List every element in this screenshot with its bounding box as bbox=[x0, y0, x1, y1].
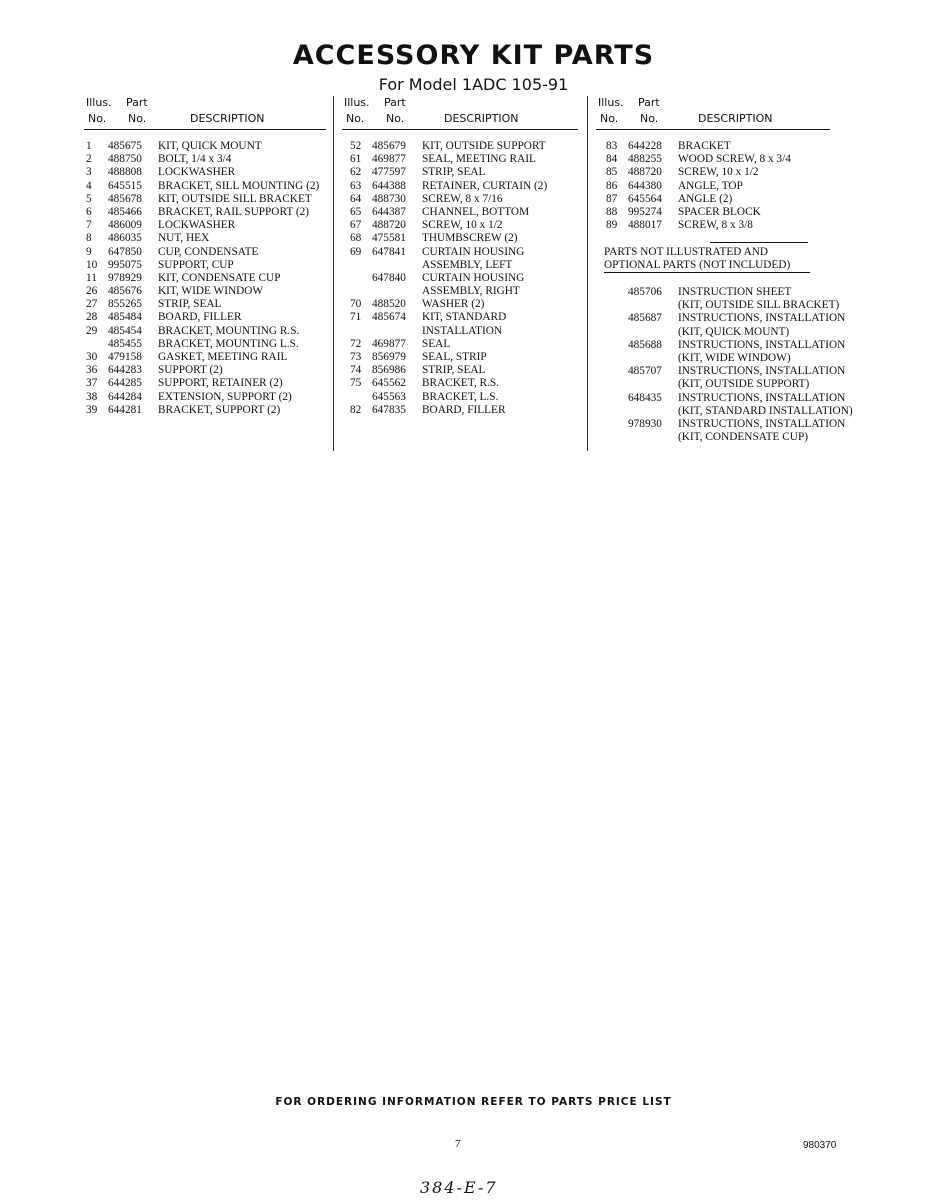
part-description: KIT, WIDE WINDOW bbox=[158, 285, 264, 298]
illus-number: 85 bbox=[606, 166, 618, 179]
part-description: SCREW, 10 x 1/2 bbox=[422, 219, 503, 232]
part-number: 645515 bbox=[108, 179, 142, 192]
illus-number: 1 bbox=[86, 140, 92, 152]
part-number: 488017 bbox=[628, 219, 662, 232]
illus-number: 39 bbox=[86, 403, 98, 416]
parts-column-1 bbox=[84, 96, 329, 456]
part-description: KIT, OUTSIDE SILL BRACKET bbox=[158, 192, 312, 205]
illus-number: 84 bbox=[606, 153, 618, 166]
part-description: SEAL, MEETING RAIL bbox=[422, 153, 536, 166]
part-number: 856986 bbox=[372, 364, 406, 377]
illus-number: 88 bbox=[606, 205, 618, 218]
part-number: 485674 bbox=[372, 311, 406, 324]
part-number: 488255 bbox=[628, 153, 662, 166]
part-number: 485679 bbox=[372, 140, 406, 152]
part-number: 644285 bbox=[108, 377, 142, 390]
part-description: BRACKET bbox=[678, 140, 731, 152]
header-rule bbox=[342, 129, 578, 130]
part-description: BRACKET, L.S. bbox=[422, 390, 499, 403]
part-number: 645564 bbox=[628, 192, 662, 205]
part-description: LOCKWASHER bbox=[158, 166, 236, 179]
part-description: SCREW, 10 x 1/2 bbox=[678, 166, 759, 179]
part-number: 644283 bbox=[108, 364, 142, 377]
illus-number: 3 bbox=[86, 166, 92, 179]
column-divider bbox=[333, 96, 334, 451]
parts-column-3 bbox=[596, 96, 886, 456]
illus-number: 9 bbox=[86, 245, 92, 258]
part-description: SCREW, 8 x 7/16 bbox=[422, 192, 503, 205]
part-description: SUPPORT (2) bbox=[158, 364, 223, 377]
part-number: 485678 bbox=[108, 192, 142, 205]
part-number: 477597 bbox=[372, 166, 406, 179]
part-description: SEAL, STRIP bbox=[422, 351, 487, 363]
illus-number: 73 bbox=[350, 351, 362, 363]
part-number: 647850 bbox=[108, 245, 142, 258]
note-line: PARTS NOT ILLUSTRATED AND bbox=[604, 246, 769, 258]
column-header bbox=[84, 96, 329, 130]
part-number: 644380 bbox=[628, 179, 662, 192]
header-no-1: No. bbox=[88, 112, 107, 125]
illus-number: 83 bbox=[606, 140, 618, 152]
part-description: SUPPORT, RETAINER (2) bbox=[158, 377, 283, 390]
part-number: 488750 bbox=[108, 153, 142, 166]
part-number: 485454 bbox=[108, 324, 142, 337]
part-description: SPACER BLOCK bbox=[678, 205, 761, 218]
header-rule bbox=[596, 129, 830, 130]
header-no-2: No. bbox=[386, 112, 405, 125]
part-description: BRACKET, MOUNTING L.S. bbox=[158, 337, 299, 350]
illus-number: 89 bbox=[606, 219, 618, 232]
part-number: 855265 bbox=[108, 298, 142, 311]
part-description: (KIT, QUICK MOUNT) bbox=[678, 325, 790, 338]
part-number: 488520 bbox=[372, 298, 406, 311]
part-description: (KIT, WIDE WINDOW) bbox=[678, 351, 791, 364]
part-number: 485676 bbox=[108, 285, 142, 298]
part-number: 645563 bbox=[372, 390, 406, 403]
part-number: 644284 bbox=[108, 390, 142, 403]
part-number: 486035 bbox=[108, 232, 142, 245]
illus-number: 63 bbox=[350, 179, 362, 192]
parts-column-2 bbox=[342, 96, 582, 456]
part-number: 856979 bbox=[372, 351, 406, 363]
part-description: BRACKET, MOUNTING R.S. bbox=[158, 324, 300, 337]
part-description: (KIT, OUTSIDE SILL BRACKET) bbox=[678, 299, 840, 312]
header-part: Part bbox=[638, 96, 660, 109]
illus-number: 62 bbox=[350, 166, 362, 179]
illus-number: 38 bbox=[86, 390, 98, 403]
illus-number: 69 bbox=[350, 245, 362, 258]
illus-number: 11 bbox=[86, 271, 97, 284]
part-number: 978929 bbox=[108, 271, 142, 284]
illus-number: 64 bbox=[350, 192, 362, 205]
header-description: DESCRIPTION bbox=[444, 112, 519, 125]
part-number: 485706 bbox=[628, 286, 662, 298]
part-number: 647840 bbox=[372, 271, 406, 284]
part-number: 485455 bbox=[108, 337, 142, 350]
part-number: 647835 bbox=[372, 403, 406, 416]
part-number: 485687 bbox=[628, 312, 662, 325]
part-number: 485484 bbox=[108, 311, 142, 324]
illus-number: 10 bbox=[86, 258, 98, 271]
part-number: 644281 bbox=[108, 403, 142, 416]
header-no-2: No. bbox=[640, 112, 659, 125]
part-description: BOLT, 1/4 x 3/4 bbox=[158, 153, 232, 166]
part-description: KIT, STANDARD bbox=[422, 311, 507, 324]
part-number: 485707 bbox=[628, 365, 662, 378]
header-no-2: No. bbox=[128, 112, 147, 125]
part-number: 978930 bbox=[628, 417, 662, 430]
part-description: (KIT, OUTSIDE SUPPORT) bbox=[678, 378, 810, 391]
part-number: 488720 bbox=[628, 166, 662, 179]
column-header bbox=[596, 96, 886, 130]
illus-number: 2 bbox=[86, 153, 92, 166]
part-number: 645562 bbox=[372, 377, 406, 390]
part-description: ASSEMBLY, LEFT bbox=[422, 258, 513, 271]
document-number: 980370 bbox=[803, 1140, 837, 1151]
note-line: OPTIONAL PARTS (NOT INCLUDED) bbox=[604, 259, 791, 272]
header-part: Part bbox=[384, 96, 406, 109]
illus-number: 8 bbox=[86, 232, 92, 245]
part-description: CURTAIN HOUSING bbox=[422, 245, 525, 258]
illus-number: 36 bbox=[86, 364, 98, 377]
part-description: BOARD, FILLER bbox=[422, 403, 506, 416]
part-number: 488808 bbox=[108, 166, 142, 179]
illus-number: 67 bbox=[350, 219, 362, 232]
part-description: SCREW, 8 x 3/8 bbox=[678, 219, 753, 232]
part-description: INSTRUCTIONS, INSTALLATION bbox=[678, 338, 846, 351]
header-illus: Illus. bbox=[598, 96, 624, 109]
ordering-note: FOR ORDERING INFORMATION REFER TO PARTS PRICE LIST bbox=[275, 1096, 672, 1108]
part-description: KIT, QUICK MOUNT bbox=[158, 140, 262, 152]
part-number: 644387 bbox=[372, 205, 406, 218]
part-description: LOCKWASHER bbox=[158, 219, 236, 232]
illus-number: 70 bbox=[350, 298, 362, 311]
part-description: THUMBSCREW (2) bbox=[422, 232, 518, 245]
part-description: BRACKET, SUPPORT (2) bbox=[158, 403, 281, 416]
part-description: INSTRUCTION SHEET bbox=[678, 286, 792, 298]
illus-number: 75 bbox=[350, 377, 362, 390]
illus-number: 82 bbox=[350, 403, 362, 416]
part-number: 469877 bbox=[372, 153, 406, 166]
illus-number: 6 bbox=[86, 205, 92, 218]
part-number: 469877 bbox=[372, 337, 406, 350]
part-number: 644388 bbox=[372, 179, 406, 192]
section-rule bbox=[604, 272, 810, 273]
illus-number: 72 bbox=[350, 337, 362, 350]
part-number: 485675 bbox=[108, 140, 142, 152]
illus-number: 7 bbox=[86, 219, 92, 232]
part-number: 488720 bbox=[372, 219, 406, 232]
part-description: STRIP, SEAL bbox=[422, 166, 486, 179]
illus-number: 28 bbox=[86, 311, 98, 324]
illus-number: 4 bbox=[86, 179, 92, 192]
part-description: STRIP, SEAL bbox=[158, 298, 222, 311]
header-part: Part bbox=[126, 96, 148, 109]
illus-number: 5 bbox=[86, 192, 92, 205]
handwritten-note: 384-E-7 bbox=[420, 1178, 498, 1197]
part-number: 647841 bbox=[372, 245, 406, 258]
page-number: 7 bbox=[455, 1138, 461, 1150]
header-no-1: No. bbox=[600, 112, 619, 125]
illus-number: 30 bbox=[86, 351, 98, 363]
illus-number: 86 bbox=[606, 179, 618, 192]
part-description: SEAL bbox=[422, 337, 451, 350]
illus-number: 27 bbox=[86, 298, 98, 311]
part-number: 486009 bbox=[108, 219, 142, 232]
illus-number: 71 bbox=[350, 311, 362, 324]
part-description: BRACKET, RAIL SUPPORT (2) bbox=[158, 205, 310, 218]
illus-number: 37 bbox=[86, 377, 98, 390]
part-description: INSTALLATION bbox=[422, 324, 503, 337]
illus-number: 29 bbox=[86, 324, 98, 337]
part-description: BOARD, FILLER bbox=[158, 311, 242, 324]
part-description: (KIT, CONDENSATE CUP) bbox=[678, 431, 809, 444]
part-description: INSTRUCTIONS, INSTALLATION bbox=[678, 365, 846, 378]
illus-number: 52 bbox=[350, 140, 362, 152]
header-illus: Illus. bbox=[86, 96, 112, 109]
part-number: 485466 bbox=[108, 205, 142, 218]
header-description: DESCRIPTION bbox=[190, 112, 265, 125]
illus-number: 65 bbox=[350, 205, 362, 218]
header-description: DESCRIPTION bbox=[698, 112, 773, 125]
part-description: ANGLE (2) bbox=[678, 192, 733, 205]
part-description: INSTRUCTIONS, INSTALLATION bbox=[678, 417, 846, 430]
part-number: 485688 bbox=[628, 338, 662, 351]
part-description: CHANNEL, BOTTOM bbox=[422, 205, 530, 218]
part-description: (KIT, STANDARD INSTALLATION) bbox=[678, 404, 853, 417]
part-number: 644228 bbox=[628, 140, 662, 152]
part-description: EXTENSION, SUPPORT (2) bbox=[158, 390, 292, 403]
part-number: 648435 bbox=[628, 391, 662, 404]
part-number: 488730 bbox=[372, 192, 406, 205]
optional-parts-note bbox=[604, 246, 790, 272]
illus-number: 61 bbox=[350, 153, 362, 166]
part-description: BRACKET, SILL MOUNTING (2) bbox=[158, 179, 320, 192]
part-description: CURTAIN HOUSING bbox=[422, 271, 525, 284]
page-title: ACCESSORY KIT PARTS bbox=[292, 40, 655, 71]
part-number: 995274 bbox=[628, 205, 662, 218]
page-subtitle: For Model 1ADC 105-91 bbox=[378, 75, 569, 94]
part-description: WASHER (2) bbox=[422, 298, 485, 311]
section-rule bbox=[710, 242, 808, 243]
part-description: KIT, OUTSIDE SUPPORT bbox=[422, 140, 546, 152]
illus-number: 26 bbox=[86, 285, 98, 298]
part-description: STRIP, SEAL bbox=[422, 364, 486, 377]
part-description: ANGLE, TOP bbox=[678, 179, 743, 192]
part-number: 475581 bbox=[372, 232, 406, 245]
part-description: KIT, CONDENSATE CUP bbox=[158, 271, 281, 284]
part-description: RETAINER, CURTAIN (2) bbox=[422, 179, 548, 192]
part-number: 995075 bbox=[108, 258, 142, 271]
illus-number: 68 bbox=[350, 232, 362, 245]
part-description: CUP, CONDENSATE bbox=[158, 245, 259, 258]
part-description: NUT, HEX bbox=[158, 232, 210, 245]
header-rule bbox=[84, 129, 326, 130]
illus-number: 74 bbox=[350, 364, 362, 377]
part-description: INSTRUCTIONS, INSTALLATION bbox=[678, 312, 846, 325]
illus-number: 87 bbox=[606, 192, 618, 205]
part-description: ASSEMBLY, RIGHT bbox=[422, 285, 520, 298]
header-no-1: No. bbox=[346, 112, 365, 125]
part-description: SUPPORT, CUP bbox=[158, 258, 234, 271]
part-number: 479158 bbox=[108, 351, 142, 363]
column-header bbox=[342, 96, 582, 130]
part-description: GASKET, MEETING RAIL bbox=[158, 351, 288, 363]
header-illus: Illus. bbox=[344, 96, 370, 109]
column-divider bbox=[587, 96, 588, 451]
part-description: BRACKET, R.S. bbox=[422, 377, 499, 390]
part-description: WOOD SCREW, 8 x 3/4 bbox=[678, 153, 791, 166]
part-description: INSTRUCTIONS, INSTALLATION bbox=[678, 391, 846, 404]
